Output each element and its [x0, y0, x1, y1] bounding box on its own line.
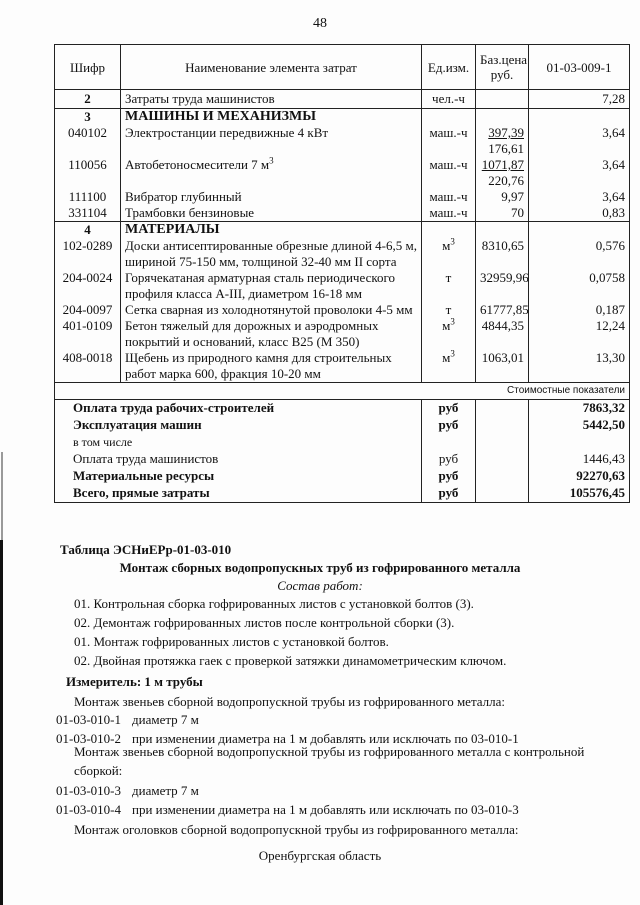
row-price: 61777,85 [476, 302, 529, 318]
code-id: 01-03-010-3 [56, 783, 121, 798]
cost-table [54, 44, 630, 503]
row-name: Доски антисептированные обрезные длиной 4-6,5 м, шириной 75-150 мм, толщиной 32-40 мм II сорта [121, 238, 422, 270]
summary-name: Эксплуатация машин [55, 417, 422, 434]
table-title: Таблица ЭСНиЕРр-01-03-010 [60, 542, 232, 557]
header-value: 01-03-009-1 [529, 45, 630, 90]
summary-value: 5442,50 [529, 417, 630, 434]
code-text: при изменении диаметра на 1 м добавлять или исключать по 03-010-1 [132, 731, 519, 746]
work-item: 01. Монтаж гофрированных листов с установкой болтов. [74, 634, 389, 649]
work-composition-label: Состав работ: [277, 578, 363, 593]
row-price: 1063,01 [476, 350, 529, 383]
row-code: 408-0018 [55, 350, 121, 383]
row-name: Бетон тяжелый для дорожных и аэродромных покрытий и оснований, класс В25 (М 350) [121, 318, 422, 350]
table-header-row [55, 45, 630, 90]
row-code: 401-0109 [55, 318, 121, 350]
section-code: 3 [55, 109, 121, 126]
row-unit: $м^3$ [422, 318, 476, 350]
summary-value [529, 434, 630, 451]
summary-unit: руб [422, 468, 476, 485]
row-price-sub: 220,76 [488, 173, 524, 188]
row-unit: чел.-ч [422, 90, 476, 109]
summary-value: 1446,43 [529, 451, 630, 468]
section-title: МАШИНЫ И МЕХАНИЗМЫ [121, 109, 422, 126]
header-name: Наименование элемента затрат [121, 45, 422, 90]
group-description: Монтаж оголовков сборной водопропускной трубы из гофрированного металла: [74, 822, 519, 837]
row-unit: маш.-ч [422, 157, 476, 189]
row-unit: $м^3$ [422, 238, 476, 270]
code-row [56, 802, 519, 818]
code-text: при изменении диаметра на 1 м добавлять или исключать по 03-010-3 [132, 802, 519, 817]
summary-unit: руб [422, 485, 476, 503]
row-price: 1071,87 [481, 157, 524, 172]
code-text: диаметр 7 м [132, 712, 199, 727]
summary-value: 105576,45 [529, 485, 630, 503]
summary-row [55, 417, 630, 434]
row-unit: маш.-ч [422, 189, 476, 205]
row-name: Вибратор глубинный [121, 189, 422, 205]
page-footer: Оренбургская область [258, 848, 382, 863]
row-name: Затраты труда машинистов [121, 90, 422, 109]
row-code: 204-0097 [55, 302, 121, 318]
indicators-row [55, 383, 630, 400]
code-text: диаметр 7 м [132, 783, 199, 798]
row-name: Трамбовки бензиновые [121, 205, 422, 222]
row-name: Автобетоносмесители 7 $м^3$ [121, 157, 422, 189]
scan-edge [1, 452, 3, 542]
summary-name: Оплата труда рабочих-строителей [55, 400, 422, 418]
summary-row [55, 468, 630, 485]
summary-row [55, 400, 630, 418]
row-code: 110056 [55, 157, 121, 189]
row-code: 040102 [55, 125, 121, 157]
row-unit: $м^3$ [422, 350, 476, 383]
row-name: Сетка сварная из холоднотянутой проволоки 4-5 мм [121, 302, 422, 318]
code-id: 01-03-010-1 [56, 712, 121, 727]
row-value: 13,30 [529, 350, 630, 383]
summary-name: Материальные ресурсы [55, 468, 422, 485]
work-item: 02. Демонтаж гофрированных листов после контрольной сборки (3). [74, 615, 455, 630]
group-description: Монтаж звеньев сборной водопропускной трубы из гофрированного металла: [74, 694, 506, 709]
summary-name: в том числе [55, 434, 422, 451]
summary-unit: руб [422, 400, 476, 418]
row-value: 12,24 [529, 318, 630, 350]
header-code: Шифр [55, 45, 121, 90]
row-code: 204-0024 [55, 270, 121, 302]
code-id: 01-03-010-4 [56, 802, 121, 817]
row-code: 111100 [55, 189, 121, 205]
row-code: 102-0289 [55, 238, 121, 270]
row-price: 70 [476, 205, 529, 222]
page-number: 48 [313, 16, 327, 31]
table-row [55, 318, 630, 350]
summary-value: 7863,32 [529, 400, 630, 418]
section-header-row [55, 109, 630, 126]
measure-unit: Измеритель: 1 м трубы [66, 674, 203, 689]
table-row [55, 302, 630, 318]
row-value: 3,64 [529, 125, 630, 157]
row-value: 7,28 [529, 90, 630, 109]
header-price: Баз.цена руб. [476, 45, 529, 90]
row-value: 3,64 [529, 157, 630, 189]
work-item: 01. Контрольная сборка гофрированных листов с установкой болтов (3). [74, 596, 474, 611]
summary-row [55, 485, 630, 503]
header-unit: Ед.изм. [422, 45, 476, 90]
section-title: МАТЕРИАЛЫ [121, 222, 422, 239]
row-value: 3,64 [529, 189, 630, 205]
row-price: 8310,65 [476, 238, 529, 270]
group-description: Монтаж звеньев сборной водопропускной трубы из гофрированного металла с контрольной сборкой: [74, 744, 585, 778]
row-code: 331104 [55, 205, 121, 222]
summary-name: Оплата труда машинистов [55, 451, 422, 468]
row-price: 32959,96 [476, 270, 529, 302]
table-row [55, 350, 630, 383]
row-name: Горячекатаная арматурная сталь периодического профиля класса А-III, диаметром 16-18 мм [121, 270, 422, 302]
code-row [56, 712, 199, 728]
row-price: 9,97 [476, 189, 529, 205]
table-row [55, 189, 630, 205]
summary-row [55, 434, 630, 451]
row-value: 0,576 [529, 238, 630, 270]
section-code: 4 [55, 222, 121, 239]
summary-unit [422, 434, 476, 451]
indicators-label: Стоимостные показатели [55, 383, 630, 400]
row-price: 4844,35 [476, 318, 529, 350]
row-price [476, 90, 529, 109]
summary-value: 92270,63 [529, 468, 630, 485]
row-value: 0,0758 [529, 270, 630, 302]
summary-name: Всего, прямые затраты [55, 485, 422, 503]
code-row [56, 783, 199, 799]
table-row [55, 270, 630, 302]
row-price: 397,39 [488, 125, 524, 140]
section-heading: Монтаж сборных водопропускных труб из гофрированного металла [119, 560, 521, 575]
work-item: 02. Двойная протяжка гаек с проверкой затяжки динамометрическим ключом. [74, 653, 507, 668]
row-unit: маш.-ч [422, 125, 476, 157]
row-code: 2 [55, 90, 121, 109]
row-unit: маш.-ч [422, 205, 476, 222]
table-row [55, 90, 630, 109]
row-unit: т [422, 302, 476, 318]
summary-row [55, 451, 630, 468]
table-row [55, 238, 630, 270]
row-name: Щебень из природного камня для строительных работ марка 600, фракция 10-20 мм [121, 350, 422, 383]
row-price-sub: 176,61 [488, 141, 524, 156]
row-value: 0,83 [529, 205, 630, 222]
row-value: 0,187 [529, 302, 630, 318]
table-row [55, 205, 630, 222]
table-row [55, 125, 630, 157]
summary-unit: руб [422, 417, 476, 434]
row-unit: т [422, 270, 476, 302]
row-name: Электростанции передвижные 4 кВт [121, 125, 422, 157]
code-id: 01-03-010-2 [56, 731, 121, 746]
section-header-row [55, 222, 630, 239]
summary-unit: руб [422, 451, 476, 468]
table-row [55, 157, 630, 189]
